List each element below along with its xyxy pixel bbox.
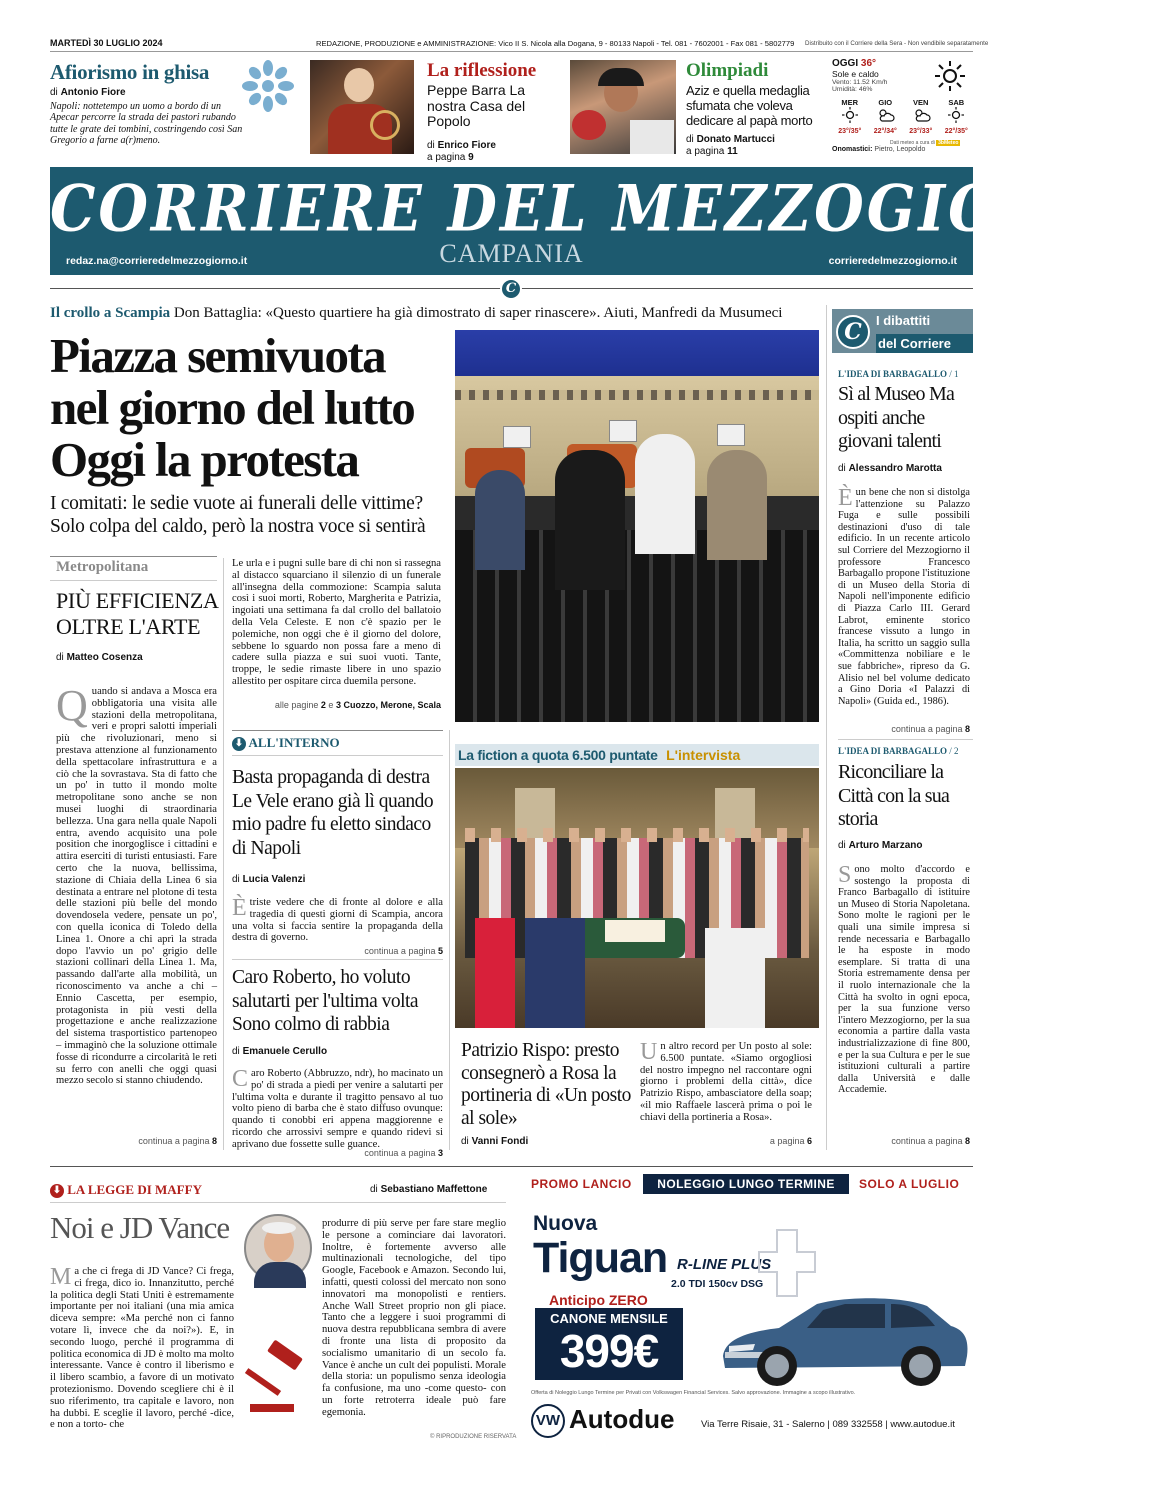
olimpiadi-kicker: Olimpiadi (686, 60, 769, 81)
forecast-temp: 23°/35° (838, 128, 862, 135)
dibattiti-a1-kicker: L'IDEA DI BARBAGALLO / 1 (838, 369, 959, 379)
drop-cap: È (232, 895, 247, 921)
riflessione-kicker: La riflessione (427, 60, 537, 81)
fiction-kicker2: L'intervista (666, 747, 741, 763)
ad-canone: CANONE MENSILE (550, 1311, 668, 1326)
interno-a2-cont[interactable]: continua a pagina 3 (364, 1148, 443, 1158)
forecast-day (939, 98, 975, 135)
forecast-day (903, 98, 939, 135)
olimpiadi-author: Donato Martucci (696, 134, 775, 145)
interno-a1-cont[interactable]: continua a pagina 5 (364, 946, 443, 956)
olimpiadi-teaser[interactable] (686, 60, 822, 157)
ad-price: 399€ (559, 1325, 659, 1377)
weather-source: Dati meteo a cura di 3bMeteo (890, 140, 959, 146)
masthead-email[interactable]: redaz.na@corrieredelmezzogiorno.it (66, 255, 248, 267)
by-prefix: di (427, 139, 435, 151)
fiction-page[interactable]: a pagina 6 (769, 1136, 812, 1146)
funeral-photo[interactable] (455, 330, 819, 722)
by-prefix: di (838, 463, 846, 474)
dibattiti-a2-body: Sono molto d'accordo e sostengo la proposta di Franco Barbagallo di istituire un Museo di Storia Napoletana. Sono molte le ragioni per le quali una simile impresa si rende necessaria e Barbagallo le ha esposte in modo esemplare. Si tratta di una Storia estremamente densa per il ruolo internazionale che la Città ha svolto in ogni epoca, per la sua funzione verso l'intero Mezzogiorno, per la sua economia a partire dalla vasta industrializzazione di fine 800, e per la sua Cultura e per le sue istituzioni culturali a partire dalla Università e dalle Accademie. (838, 862, 970, 1096)
metropolitana-body: Quando si andava a Mosca era obbligatoria una visita alle stazioni della metropolitana, veri e propri salotti imperiali più che rivoluzionari, meno si prestava attenzione al funzionamento della spettacolare infrastruttura e a ciò che la sovrastava. Sta di fatto che un po' in tutto il mondo molte metropolitane sono anche se non musei luoghi di straordinaria bellezza. Una gara nella quale Napoli entra, avendo acquisito una pole position che inorgoglisce i cittadini e attira eserciti di turisti entusiasti. Fare certo che la nuova, bellissima, stazione di Chiaia della Linea 6 sia destinata a entrare nel plotone di testa delle stazioni più belle del mondo dovendosela vedere, pensate un po', con quella iconica di Toledo della Linea 1. Onore a chi aprì la strada dopo l'avvio un po' grigio delle stazioni collinari della Linea 1. Ma, passando dall'arte alla mobilità, un riconoscimento va anche a chi – Ennio Cascetta, per esempio, protagonista in più vesti della progettazione e anche realizzazione del sistema trasportistico partenopeo – immaginò che la soluzione ottimale fosse di ricondurre a circolarità le reti su ferro con anelli che oggi quasi mezzo secolo si stanno chiudendo. (56, 681, 217, 1087)
forecast-day (868, 98, 904, 135)
masthead (50, 167, 1159, 275)
weather-box (832, 58, 974, 153)
maffy-repro: © RIPRODUZIONE RISERVATA (430, 1434, 517, 1440)
maffettone-portrait (244, 1214, 312, 1282)
weather-today-temp: 36° (860, 58, 877, 69)
sun-icon (934, 60, 966, 92)
fiction-kicker: La fiction a quota 6.500 puntate (458, 747, 658, 763)
weather-wind: Vento: 11.52 Km/h (832, 79, 888, 86)
fiction-kicker-bar (455, 744, 819, 766)
dibattiti-a2-title[interactable]: Riconciliare la Città con la sua storia (838, 761, 950, 830)
corriere-logo-icon: C (500, 278, 522, 300)
by-prefix: di (56, 652, 64, 663)
editorial-address: REDAZIONE, PRODUZIONE e AMMINISTRAZIONE: Vico II S. Nicola alla Dogana, 9 - 80133 Napoli - Tel. 081 - 7602001 - Fax 081 - 5802779 (316, 39, 795, 48)
forecast-day-label: SAB (948, 98, 965, 107)
by-prefix: di (232, 874, 240, 885)
lead-authors: Cuozzo, Merone, Scala (343, 700, 441, 710)
dibattiti-a1-cont[interactable]: continua a pagina 8 (891, 724, 970, 734)
maffy-author: Sebastiano Maffettone (380, 1184, 488, 1195)
masthead-edition: CAMPANIA (439, 239, 584, 268)
drop-cap: È (838, 485, 853, 511)
by-prefix: di (232, 1046, 240, 1057)
dibattiti-a2-cont[interactable]: continua a pagina 8 (891, 1136, 970, 1146)
autodue-ad[interactable] (525, 1172, 973, 1442)
ad-dealer: Autodue (569, 1404, 675, 1434)
drop-cap: S (838, 862, 852, 888)
lead-headline[interactable]: Piazza semivuota nel giorno del lutto Oggi la protesta (50, 328, 415, 487)
riflessione-author: Enrico Fiore (437, 139, 496, 151)
maffy-col2: produrre di più serve per fare stare meglio le persone a cominciare dai lavoratori. Inoltre, è fortemente avverso alle multinazionali tecnologiche, del tipo Google, Facebook e Amazon. Secondo lui, infatti, questi colossi del mercato non sono innovatori ma monopolisti e rentiers. Anche Wall Street proprio non gli piace. Tanto che a leggere i suoi programmi di nuova destra repubblicana sembra di avere di fronte una lista di proposito da socialismo umanitario di un secolo fa. Vance è anche un cult dei populisti. Morale della storia: un populismo senza ideologia fa confusione, ma uno -come questo- con un forte retroterra ideale può fare egemonia. (322, 1218, 506, 1418)
partly-cloudy-icon (876, 107, 894, 123)
ad-tag-noleggio: NOLEGGIO LUNGO TERMINE (643, 1174, 849, 1194)
gavel-icon (246, 1340, 316, 1420)
forecast-day-label: VEN (913, 98, 929, 107)
sun-icon (841, 107, 859, 123)
lead-subhead: I comitati: le sedie vuote ai funerali delle vittime? Solo colpa del caldo, però la nostra voce si sentirà (50, 493, 426, 537)
arrow-down-icon: ⬇ (232, 737, 246, 751)
dibattiti-a1-author: Alessandro Marotta (848, 463, 942, 474)
forecast-temp: 22°/35° (944, 128, 968, 135)
corriere-logo-icon: C (836, 315, 870, 349)
ad-address: Via Terre Risaie, 31 - Salerno | 089 332558 | www.autodue.it (701, 1419, 955, 1430)
interno-a2-author: Emanuele Cerullo (242, 1046, 328, 1057)
weather-humidity: Umidità: 46% (832, 86, 873, 93)
by-prefix: di (838, 840, 846, 851)
onomastici: Onomastici: Pietro, Leopoldo (832, 146, 926, 153)
page-number: 9 (468, 151, 474, 163)
interno-a2-title[interactable]: Caro Roberto, ho voluto salutarti per l'ultima volta Sono colmo di rabbia (232, 967, 419, 1035)
drop-cap: U (640, 1039, 658, 1065)
ad-nuova: Nuova (533, 1212, 598, 1235)
dibattiti-a1-body: Èun bene che non si distolga l'attenzione su Palazzo Fuga e sulle possibili destinazioni d'uso di tale edificio. In un recente articolo sul Corriere del Mezzogiorno il professore Francesco Barbagallo propone l'istituzione di un Museo della Storia di Napoli nell'imponente edificio di Piazza Carlo III. Gerard Labrot, eminente storico francese vissuto a lungo in Italia, ha scritto un saggio sulla «Committenza nobiliare e le sue fabbriche», ripreso da G. Alisio nel bel volume dedicato a Gino Doria «I Palazzi di Napoli» (Guida ed., 1986). (838, 485, 970, 707)
interno-label: ⬇ ALL'INTERNO (232, 735, 340, 751)
forecast-day-label: GIO (878, 98, 893, 107)
maffy-label: ⬇ LA LEGGE DI MAFFY (50, 1182, 202, 1198)
drop-cap: M (50, 1264, 72, 1290)
weather-today-label: OGGI (832, 58, 859, 69)
interno-a2-body: Caro Roberto (Abbruzzo, ndr), ho macinato un po' di strada a piedi per venire a salutarti per l'ultima volta e durante il tragitto pensavo al tuo volto pieno di barba che è stato diffuso ovunque: quando ti conobbi eri appena maggiorenne e ricordo che arrossivi sempre e quando ridevi si aprivano due fossette sulle guance. (232, 1066, 443, 1150)
interno-a1-body: Ètriste vedere che di fronte al dolore e alla tragedia di questi giorni di Scampia, ancora una volta si faccia sentire la propaganda della destra di governo. (232, 895, 443, 944)
ad-tag-luglio: SOLO A LUGLIO (859, 1177, 960, 1191)
manhole-flower-icon (240, 58, 296, 114)
issue-date: MARTEDÌ 30 LUGLIO 2024 (50, 38, 163, 48)
forecast-temp: 22°/34° (873, 128, 897, 135)
weather-brand: 3bMeteo (938, 140, 959, 146)
page-number: 11 (727, 146, 738, 157)
by-prefix: di (50, 87, 58, 98)
weather-forecast-row (832, 98, 974, 135)
maffy-col1: Ma che ci frega di JD Vance? Ci frega, ci frega, dico io. Innanzitutto, perché la politica degli Stati Uniti è estremamente importante per noi italiani (una mia amica diceva sempre: «Ma perché non ci fanno votare lì, invece che da noi?»). E, in secondo luogo, perché il programma di politica economica di JD è molto ma molto interessante. Vance è contro il liberismo e il libero scambio, a favore di un motivato protezionismo. Dovendo scegliere chi è il suo riferimento, tra capitale e lavoro, non ha dubbi. E sceglie il lavoro, perché -dice, e non a torto- che (50, 1264, 234, 1431)
dibattiti-label2: del Corriere (876, 334, 973, 353)
metropolitana-cont[interactable]: continua a pagina 8 (138, 1136, 217, 1146)
forecast-day (832, 98, 868, 135)
metropolitana-author: Matteo Cosenza (66, 652, 143, 663)
drop-cap: C (232, 1066, 249, 1092)
tiguan-car-image (715, 1282, 971, 1388)
by-prefix: di (686, 134, 694, 145)
ad-tag-promo: PROMO LANCIO (531, 1177, 632, 1191)
lead-kicker: Il crollo a Scampia (50, 305, 171, 321)
interno-a1-author: Lucia Valenzi (242, 874, 306, 885)
masthead-website[interactable]: corrieredelmezzogiorno.it (828, 255, 957, 267)
riflessione-title: Peppe Barra La nostra Casa del Popolo (427, 82, 526, 129)
ad-price-box (535, 1308, 683, 1380)
sun-icon (947, 107, 965, 123)
metropolitana-title[interactable]: PIÙ EFFICIENZA OLTRE L'ARTE (56, 588, 218, 639)
peppe-barra-photo[interactable] (310, 60, 414, 154)
dibattiti-label1: I dibattiti (876, 313, 931, 328)
by-prefix: di (370, 1184, 378, 1195)
fiction-title[interactable]: Patrizio Rispo: presto consegnerò a Rosa la portineria di «Un posto al sole» (461, 1040, 631, 1129)
fiction-author: Vanni Fondi (471, 1136, 529, 1147)
aziz-boxer-photo[interactable] (570, 60, 676, 154)
fiction-body: Un altro record per Un posto al sole: 6.500 puntate. «Siamo orgogliosi del nostro impegno nel raccontare ogni giorno i problemi della città», dice Patrizio Rispo, ambasciatore della soap; «il mio Raffaele lascerà prima o poi le chiavi della portineria a Rosa». (640, 1039, 812, 1123)
ad-model: Tiguan (533, 1234, 668, 1282)
dibattiti-a2-author: Arturo Marzano (848, 840, 923, 851)
riflessione-teaser[interactable] (427, 60, 562, 163)
aforism-text: Napoli: nottetempo un uomo a bordo di un Apecar percorre la strada dei pastori rubando tutte le grate dei tombini, costringendo così San Gregorio a farne a(r)meno. (50, 101, 243, 147)
interno-a1-title[interactable]: Basta propaganda di destra Le Vele erano già lì quando mio padre fu eletto sindaco di Napoli (232, 767, 434, 859)
arrow-down-icon: ⬇ (50, 1184, 64, 1198)
by-prefix: di (461, 1136, 469, 1147)
distribution-note: Distribuito con il Corriere della Sera - Non vendibile separatamente (805, 40, 989, 47)
page-ref: a pagina (686, 146, 725, 157)
vw-logo-icon: VW (531, 1404, 565, 1438)
metropolitana-section: Metropolitana (56, 559, 149, 575)
weather-today-desc: Sole e caldo (832, 69, 879, 79)
maffy-title[interactable]: Noi e JD Vance (50, 1210, 230, 1245)
lead-body: Le urla e i pugni sulle bare di chi non si rassegna al distacco squarciano il silenzio di un funerale all'insegna della commozione: Scampia saluta così i suoi morti, Roberto, Margherita e Patrizia, ingoiati una settimana fa dal crollo del ballatoio della Vela Celeste. E non c'è spazio per le polemiche, non oggi che è il giorno del dolore, sebbene lo sguardo non possa fare a meno di cadere sulla piazza e sui suoi vuoti. Tante, troppe, le sedie rimaste libere in uno spazio allestito per ospitare circa duemila persone. (232, 558, 441, 687)
dibattiti-banner (832, 309, 973, 353)
ad-engine: 2.0 TDI 150cv DSG (671, 1278, 764, 1290)
lead-kicker-text: Don Battaglia: «Questo quartiere ha già dimostrato di saper rinascere». Aiuti, Manfredi da Musumeci (173, 305, 783, 321)
page-ref: a pagina (427, 151, 466, 163)
dibattiti-a1-title[interactable]: Sì al Museo Ma ospiti anche giovani talenti (838, 383, 955, 452)
lead-pages: alle pagine 2 e 3 Cuozzo, Merone, Scala (274, 700, 441, 710)
ad-fineprint: Offerta di Noleggio Lungo Termine per Privati con Volkswagen Financial Services. Salvo approvazione. Immagine a scopo illustrativo. (531, 1390, 856, 1396)
forecast-temp: 23°/33° (909, 128, 933, 135)
ad-trim: R-LINE PLUS (677, 1256, 772, 1273)
cast-photo[interactable] (455, 768, 819, 1028)
drop-cap: Q (56, 681, 88, 730)
lead-kicker-line (50, 305, 825, 322)
forecast-day-label: MER (841, 98, 859, 107)
olimpiadi-title: Aziz e quella medaglia sfumata che voleva dedicare al papà morto (686, 83, 813, 128)
aforism-author: Antonio Fiore (60, 87, 126, 98)
masthead-title: CORRIERE DEL MEZZOGIORNO (50, 171, 1159, 247)
partly-cloudy-icon (912, 107, 930, 123)
aforism-kicker: Afiorismo in ghisa (50, 60, 210, 84)
ad-anticipo: Anticipo ZERO (549, 1292, 648, 1308)
dibattiti-a2-kicker: L'IDEA DI BARBAGALLO / 2 (838, 746, 959, 756)
